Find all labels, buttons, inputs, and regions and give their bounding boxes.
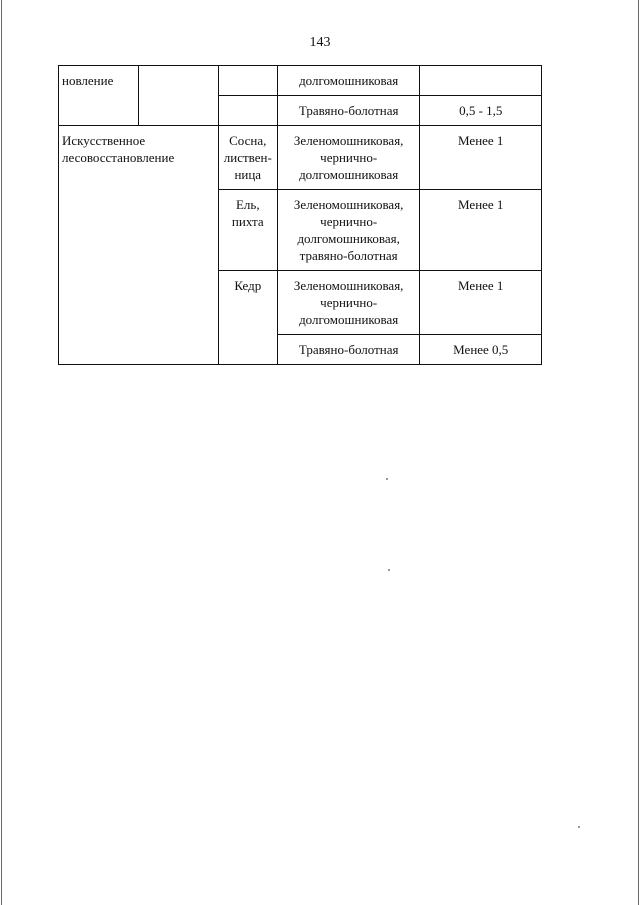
method-label: новление [62,73,114,88]
species-label-line: Сосна, [229,133,267,148]
forest-type-line: Зеленомошниковая, [293,278,404,293]
value-cell [420,190,542,271]
value-cell [420,66,542,96]
forest-type-cell [277,335,420,365]
species-label-line: Ель, [235,197,260,212]
forest-type-cell [277,126,420,190]
empty-cell [139,66,218,126]
species-cell [218,66,277,96]
scan-speck [578,826,580,828]
table-row [59,66,542,96]
species-label-line: листвен- [223,150,272,165]
forest-type-line: Зеленомошниковая, [293,133,404,148]
forest-type-line: долгомошниковая [299,312,399,327]
forest-type-line: долгомошниковая [299,167,399,182]
forest-type-cell [277,96,420,126]
method-label-line: Искусственное [62,133,146,148]
forest-regeneration-table [58,65,542,365]
page-number: 143 [309,35,331,50]
value-label: Менее 0,5 [453,342,509,357]
scan-speck [386,478,388,480]
forest-type-cell [277,190,420,271]
value-cell [420,335,542,365]
value-label: 0,5 - 1,5 [459,103,503,118]
forest-type-line: Зеленомошниковая, [293,197,404,212]
forest-type-label: Травяно-болотная [298,103,399,118]
method-label-line: лесовосстановление [62,150,175,165]
forest-type-line: чернично- [320,214,378,229]
species-label-line: ница [234,167,262,182]
value-label: Менее 1 [458,278,504,293]
species-cell [218,126,277,190]
forest-type-line: долгомошниковая, [297,231,400,246]
forest-type-label: долгомошниковая [299,73,399,88]
forest-type-cell [277,271,420,335]
method-cell [59,66,139,126]
value-cell [420,271,542,335]
forest-type-line: чернично- [320,150,378,165]
value-cell [420,96,542,126]
forest-type-line: Травяно-болотная [298,342,399,357]
forest-type-cell [277,66,420,96]
species-label-line: Кедр [234,278,262,293]
value-label: Менее 1 [458,197,504,212]
method-cell [59,126,219,365]
value-cell [420,126,542,190]
value-label: Менее 1 [458,133,504,148]
scan-edge-left [1,0,2,905]
scan-speck [388,569,390,571]
species-cell [218,271,277,365]
species-label-line: пихта [231,214,264,229]
table-row [59,126,542,190]
species-cell [218,190,277,271]
forest-type-line: чернично- [320,295,378,310]
forest-type-line: травяно-болотная [299,248,398,263]
scan-edge-right [638,0,639,905]
species-cell [218,96,277,126]
